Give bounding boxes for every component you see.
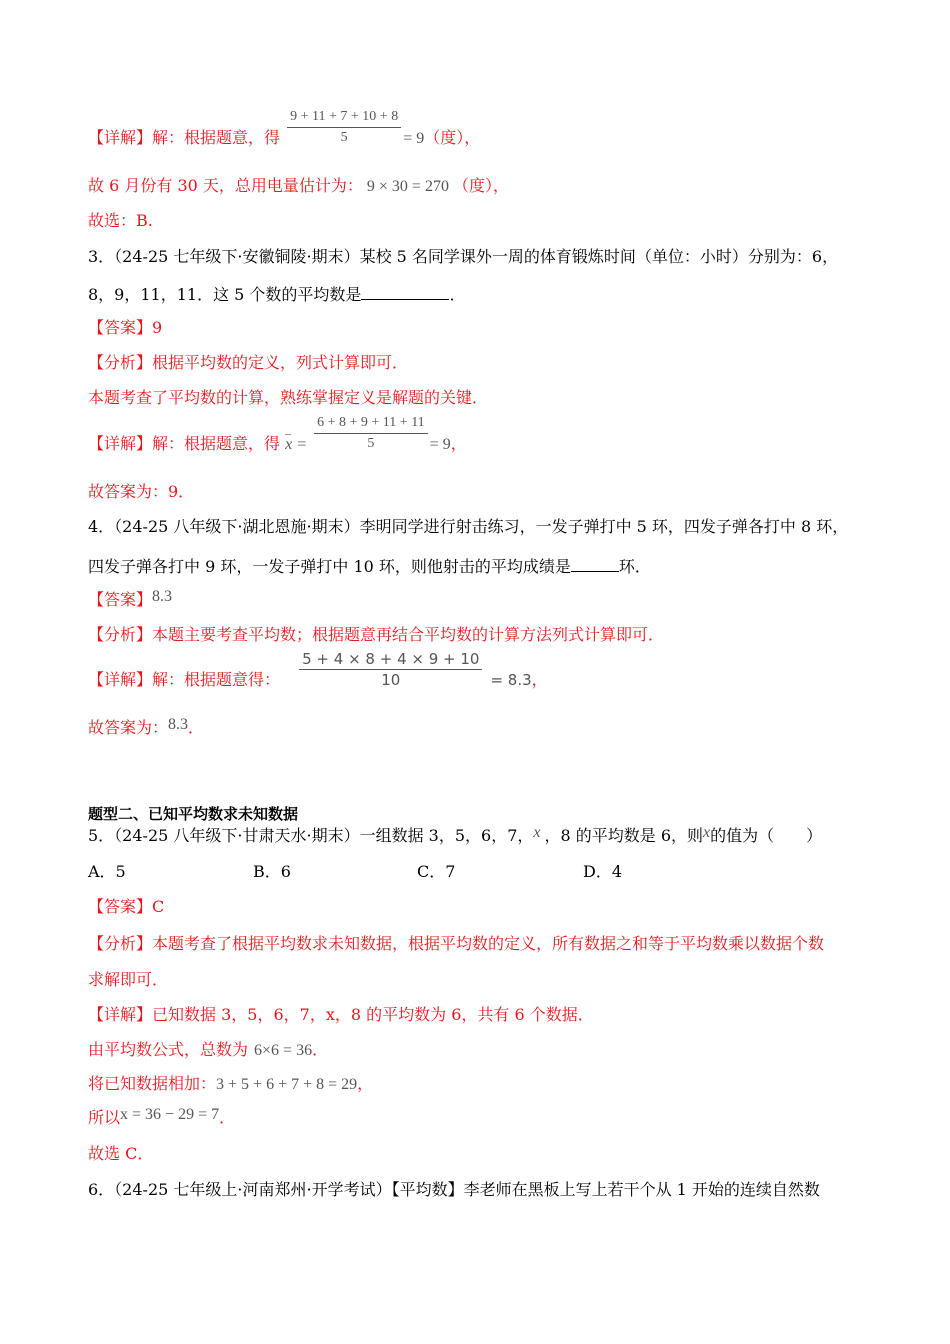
q5-detail-line [88, 1005, 594, 1025]
total-math: 6×6 = 36 [254, 1042, 313, 1059]
x-tail: ． [219, 1108, 236, 1127]
mean-symbol: – x = [285, 435, 307, 455]
option-d: D．4 [583, 862, 623, 881]
analysis-text: 本题主要考查平均数；根据题意再结合平均数的计算方法列式计算即可． [152, 625, 665, 644]
q3-stem-text: 8，9，11，11．这 5 个数的平均数是 [88, 285, 362, 304]
q3-review: 本题考查了平均数的计算，熟练掌握定义是解题的关键． [88, 388, 489, 407]
fraction-tail: ， [531, 670, 548, 689]
q4-stem-line2 [88, 555, 651, 577]
variable-x: x [703, 824, 711, 841]
answer-value: 9 [152, 318, 163, 337]
q3-analysis [88, 353, 408, 373]
fraction [314, 415, 428, 452]
q5-stem-end: 的值为（ ） [710, 826, 823, 845]
q3-answer [88, 318, 162, 338]
q5-answer [88, 897, 164, 917]
q3-stem-end: ． [449, 285, 466, 304]
final-tail: ． [188, 718, 205, 737]
detail-text: 解：根据题意得： [152, 670, 281, 689]
total-math: 9 × 30 = 270 [366, 178, 449, 195]
fraction-denominator: 5 [367, 436, 375, 451]
q5-analysis-line1 [88, 934, 824, 954]
q4-stem-end: 环． [618, 557, 651, 576]
sum-math: 3 + 5 + 6 + 7 + 8 = 29 [216, 1076, 358, 1093]
final-value: 8.3 [168, 716, 189, 733]
q5-final: 故选 C． [88, 1144, 154, 1163]
fraction-denominator: 5 [340, 130, 348, 145]
x-math: x = 36 − 29 = 7 [120, 1106, 220, 1123]
section-title: 题型二、已知平均数求未知数据 [88, 805, 299, 823]
total-tail: ． [312, 1040, 329, 1059]
detail-label: 【详解】 [88, 1005, 153, 1024]
q4-stem-line1: 4．（24-25 八年级下·湖北恩施·期末）李明同学进行射击练习，一发子弹打中 5 环，四发子弹各打中 8 环， [88, 517, 849, 536]
q3-stem-line1: 3．（24-25 七年级下·安徽铜陵·期末）某校 5 名同学课外一周的体育锻炼时间（单位：小时）分别为：6， [88, 247, 839, 266]
q4-final [88, 718, 204, 739]
answer-label: 【答案】 [88, 897, 153, 916]
sum-text: 将已知数据相加： [88, 1074, 217, 1093]
q3-stem-line2 [88, 283, 465, 305]
answer-label: 【答案】 [88, 590, 153, 609]
detail-label: 【详解】 [88, 434, 153, 453]
final-text: 故答案为： [88, 718, 169, 737]
q4-analysis [88, 625, 664, 645]
detail-text: 解：根据题意，得 [152, 128, 281, 147]
q2-detail-line [88, 109, 481, 149]
fraction-equals: = 9 [403, 130, 425, 147]
total-text: 故 6 月份有 30 天，总用电量估计为： [88, 176, 363, 195]
q6-stem-line1: 6．（24-25 七年级上·河南郑州·开学考试）【平均数】李老师在黑板上写上若干个从 1 开始的连续自然数 [88, 1180, 820, 1199]
q2-total-line [88, 176, 509, 197]
analysis-text: 本题考查了根据平均数求未知数据，根据平均数的定义，所有数据之和等于平均数乘以数据个数 [152, 934, 825, 953]
q5-sum-line [88, 1074, 373, 1095]
analysis-label: 【分析】 [88, 353, 153, 372]
total-text: 由平均数公式，总数为 [88, 1040, 249, 1059]
q5-total-line [88, 1040, 328, 1061]
detail-text: 解：根据题意，得 [152, 434, 281, 453]
fraction-equals: = 9 [429, 436, 451, 453]
fraction [299, 651, 482, 688]
q3-detail-line [88, 415, 467, 455]
fraction-equals: = 8.3 [490, 671, 532, 689]
analysis-text: 根据平均数的定义，列式计算即可． [152, 353, 409, 372]
answer-value: C [152, 897, 165, 916]
q5-analysis-line2: 求解即可． [88, 970, 169, 989]
q4-answer [88, 590, 172, 611]
answer-blank [361, 283, 449, 300]
unit-text: （度）， [424, 128, 481, 147]
total-unit: （度）， [452, 176, 509, 195]
detail-label: 【详解】 [88, 670, 153, 689]
q4-stem-text: 四发子弹各打中 9 环，一发子弹打中 10 环，则他射击的平均成绩是 [88, 557, 571, 576]
answer-value: 8.3 [152, 588, 173, 605]
fraction-denominator: 10 [381, 671, 401, 689]
fraction-numerator: 5 + 4 × 8 + 4 × 9 + 10 [299, 651, 482, 670]
answer-label: 【答案】 [88, 318, 153, 337]
fraction-numerator: 9 + 11 + 7 + 10 + 8 [287, 109, 401, 128]
option-a: A．5 [88, 862, 126, 881]
x-text: 所以 [88, 1108, 121, 1127]
q5-stem [88, 826, 822, 847]
q2-choice: 故选：B. [88, 211, 153, 230]
analysis-label: 【分析】 [88, 934, 153, 953]
q5-x-line [88, 1108, 235, 1129]
option-c: C．7 [417, 862, 456, 881]
fraction-tail: ， [450, 434, 467, 453]
q5-stem-text: 5．（24-25 八年级下·甘肃天水·期末）一组数据 3，5，6，7， [88, 826, 534, 845]
q5-stem-mid: ，8 的平均数是 6，则 [544, 826, 704, 845]
fraction-numerator: 6 + 8 + 9 + 11 + 11 [314, 415, 428, 434]
detail-text: 已知数据 3，5，6，7，x，8 的平均数为 6，共有 6 个数据． [152, 1005, 594, 1024]
detail-label: 【详解】 [88, 128, 153, 147]
q3-final: 故答案为：9． [88, 482, 195, 501]
answer-blank [571, 555, 619, 572]
fraction [287, 109, 401, 146]
variable-x: x [533, 824, 541, 841]
analysis-label: 【分析】 [88, 625, 153, 644]
option-b: B．6 [253, 862, 291, 881]
sum-tail: ， [357, 1074, 374, 1093]
